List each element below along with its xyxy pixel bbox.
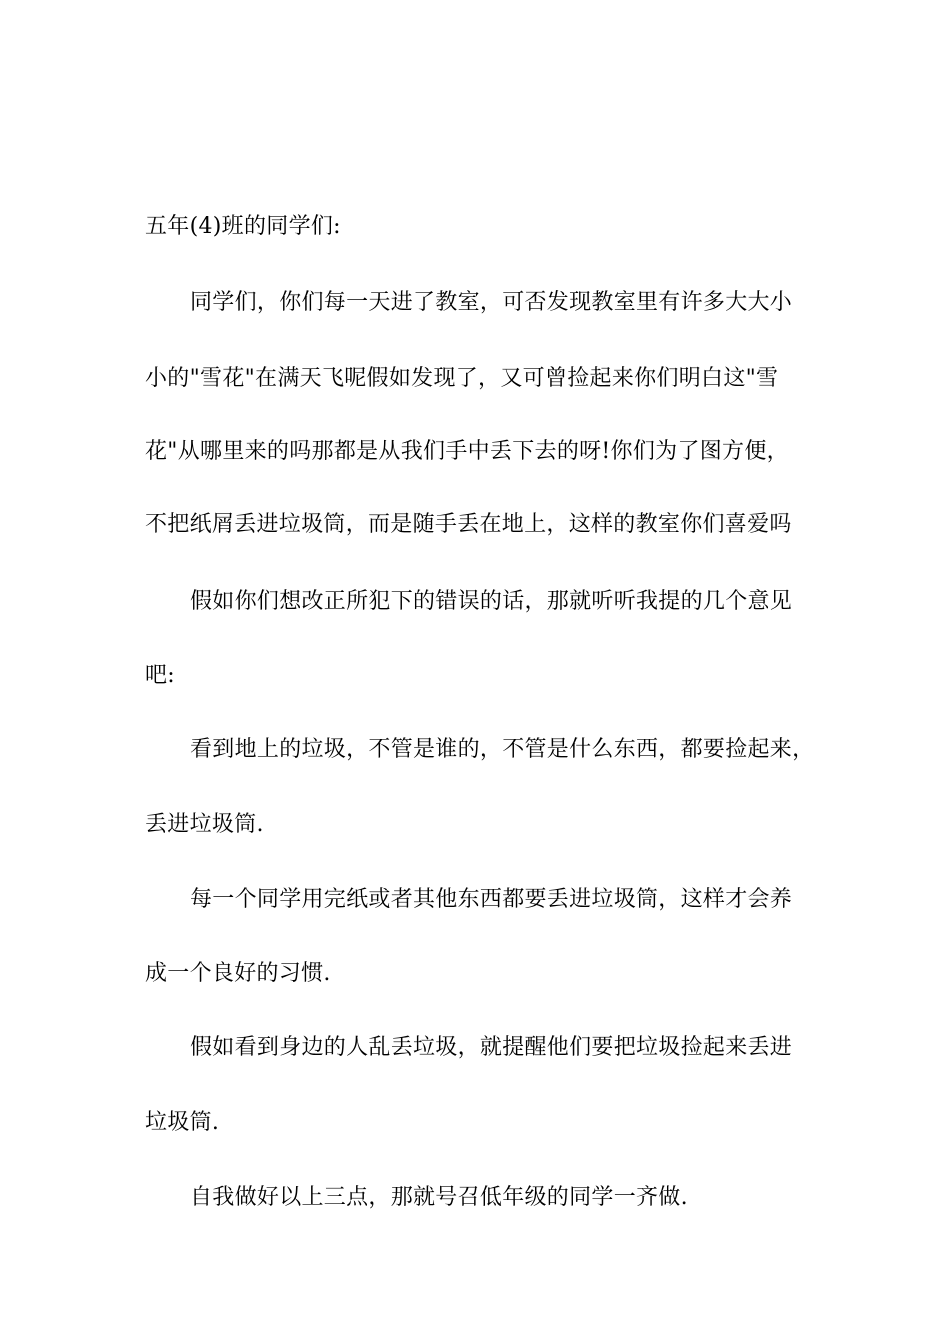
paragraph-3-line-1: 看到地上的垃圾，不管是谁的，不管是什么东西，都要捡起来，: [190, 737, 815, 762]
paragraph-2-line-1: 假如你们想改正所犯下的错误的话，那就听听我提的几个意见: [190, 589, 793, 614]
paragraph-5-line-2: 垃圾筒.: [145, 1110, 220, 1135]
salutation-line: 五年(4)班的同学们:: [145, 214, 341, 239]
paragraph-4-line-2: 成一个良好的习惯.: [145, 961, 331, 986]
paragraph-2-line-2: 吧:: [145, 663, 176, 688]
paragraph-1-line-2: 小的"雪花"在满天飞呢假如发现了，又可曾捡起来你们明白这"雪: [145, 366, 779, 391]
paragraph-1-line-3: 花"从哪里来的吗那都是从我们手中丢下去的呀!你们为了图方便，: [145, 439, 789, 464]
paragraph-5-line-1: 假如看到身边的人乱丢垃圾，就提醒他们要把垃圾捡起来丢进: [190, 1035, 793, 1060]
paragraph-6-line-1: 自我做好以上三点，那就号召低年级的同学一齐做.: [190, 1185, 688, 1210]
paragraph-4-line-1: 每一个同学用完纸或者其他东西都要丢进垃圾筒，这样才会养: [190, 887, 793, 912]
paragraph-1-line-1: 同学们，你们每一天进了教室，可否发现教室里有许多大大小: [190, 290, 793, 315]
paragraph-1-line-4: 不把纸屑丢进垃圾筒，而是随手丢在地上，这样的教室你们喜爱吗: [145, 512, 792, 537]
paragraph-3-line-2: 丢进垃圾筒.: [145, 812, 264, 837]
